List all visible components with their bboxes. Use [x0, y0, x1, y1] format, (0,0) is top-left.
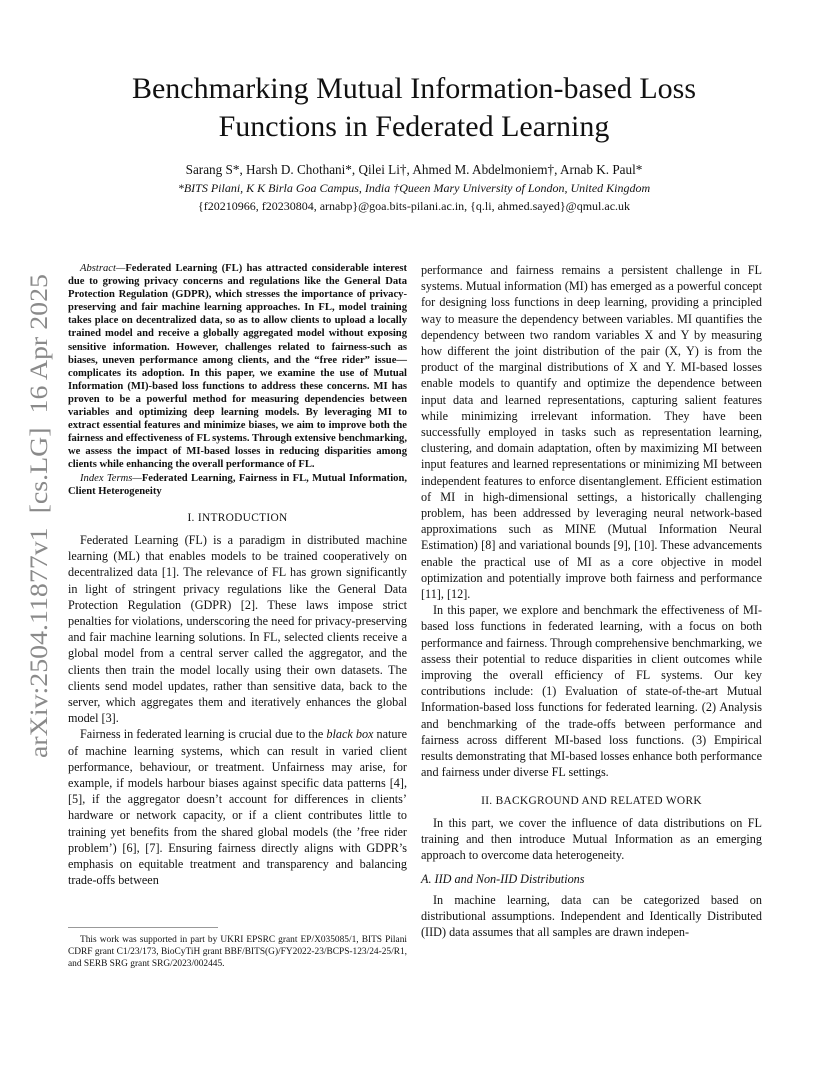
right-paragraph-1: performance and fairness remains a persistent challenge in FL systems. Mutual information (MI) has emerged as a powerful concept for designing loss functions in deep learning, providing a principled way to measure the dependency between variables. MI quantifies the dependency between two random variables X and Y by measuring how different the joint distribution of the pair (X, Y) is from the product of the marginal distributions of X and Y. MI-based losses enable models to quantify and optimize the dependence between input data and learned representations, capturing salient features while minimizing irrelevant information. They have been successfully employed in tasks such as representation learning, clustering, and domain adaptation, often by maximizing MI between input features and learned representations or minimizing MI between independent features to enforce disentanglement. Efficient estimation of MI in high-dimensional settings, a historically challenging problem, has been addressed by leveraging neural network-based approximations such as MINE (Mutual Information Neural Estimation) [8] and variational bounds [9], [10]. These advancements enable the practical use of MI as a core objective in model optimization and potentially improve both fairness and performance [11], [12].: [421, 263, 762, 602]
arxiv-side-stamp: [19, 274, 55, 758]
title-line-1: Benchmarking Mutual Information-based Loss: [131, 72, 697, 105]
title-line-2: Functions in Federated Learning: [218, 110, 610, 143]
section-background-heading: II. BACKGROUND AND RELATED WORK: [481, 794, 702, 807]
index-terms-label: Index Terms: [80, 472, 133, 484]
right-paragraph-2: In this paper, we explore and benchmark the effectiveness of MI-based loss functions in federated learning, with a focus on both performance and fairness. Through comprehensive benchmarking, we assess their potential to reduce disparities in client outcomes while improving the overall efficiency of FL systems. Our key contributions include: (1) Evaluation of state-of-the-art Mutual Information-based loss functions for federated learning. (2) Analysis and benchmarking of the trade-offs between performance and fairness across different MI-based loss functions. (3) Empirical results demonstrating that MI-based losses enhance both performance and fairness under diverse FL settings.: [421, 603, 762, 780]
abstract-label: Abstract: [80, 263, 116, 274]
abstract: Abstract—Federated Learning (FL) has attracted considerable interest due to growing privacy concerns and regulations like the General Data Protection Regulation (GDPR), which stresses the importance of privacy-preserving and fair machine learning approaches. In FL, model training takes place on decentralized data, so as to allow clients to upload a locally trained model and receive a globally aggregated model without exposing sensitive information. However, challenges related to fairness-such as biases, uneven performance among clients, and the “free rider” issue—complicates its adoption. In this paper, we examine the use of Mutual Information (MI)-based loss functions to address these concerns. MI has proven to be a powerful method for measuring dependencies between variables and optimizing deep learning models. By leveraging MI to extract essential features and minimize biases, we aim to improve both the fairness and effectiveness of FL systems. Through extensive benchmarking, we assess the impact of MI-based losses in reducing disparities among clients while enhancing the overall performance of FL.: [68, 263, 407, 471]
funding-footnote: This work was supported in part by UKRI EPSRC grant EP/X035085/1, BITS Pilani CDRF grant C1/23/173, BioCyTiH grant BBF/BITS(G)/FY2022-23/BCPS-123/24-25/R1, and SERB SRG grant SRG/2023/002445.: [68, 935, 407, 969]
author-list: Sarang S*, Harsh D. Chothani*, Qilei Li†, Ahmed M. Abdelmoniem†, Arnab K. Paul*: [185, 162, 643, 177]
index-terms: Index Terms—Federated Learning, Fairness in FL, Mutual Information, Client Heterogeneity: [68, 472, 407, 497]
paper-title: [0, 70, 828, 146]
right-paragraph-4: In machine learning, data can be categorized based on distributional assumptions. Independent and Identically Distributed (IID) data assumes that all samples are drawn indepen-: [421, 892, 762, 939]
intro-paragraph-2: Fairness in federated learning is crucial due to the black box nature of machine learning systems, which can result in varied client performance, behaviour, or treatment. Unfairness may arise, for example, if models harbour biases against specific data patterns [4], [5], if the aggregator doesn’t account for differences in clients’ hardware or network capacity, or if a client contributes little to training yet benefits from the shared global models (the ’free rider problem’) [6], [7]. Ensuring fairness directly aligns with GDPR’s emphasis on equitable treatment and transparency and balancing trade-offs between: [68, 727, 407, 888]
section-introduction-heading: I. INTRODUCTION: [187, 511, 288, 524]
affiliations: *BITS Pilani, K K Birla Goa Campus, India †Queen Mary University of London, United Kingdom: [177, 181, 651, 195]
index-terms-text: Federated Learning, Fairness in FL, Mutual Information, Client Heterogeneity: [68, 472, 407, 497]
arxiv-identifier: arXiv:2504.11877v1 [cs.LG] 16 Apr 2025: [26, 324, 53, 758]
intro-paragraph-1: Federated Learning (FL) is a paradigm in distributed machine learning (ML) that enables models to be trained cooperatively on decentralized data [1]. The relevance of FL has grown significantly in light of stringent privacy regulations like the General Data Protection Regulation (GDPR) [2]. These laws impose strict penalties for violations, underscoring the need for privacy-preserving and fair machine learning solutions. In FL, selected clients receive a global model from a central server called the aggregator, and the clients then train the model locally using their own datasets. The clients send model updates, rather than sensitive data, back to the server, which aggregates them and iteratively enhances the global model [3].: [68, 532, 407, 726]
author-emails: {f20210966, f20230804, arnabp}@goa.bits-pilani.ac.in, {q.li, ahmed.sayed}@qmul.ac.uk: [197, 199, 631, 213]
right-column: [421, 262, 762, 940]
left-column: [68, 262, 407, 888]
footnote-rule: [68, 927, 218, 928]
abstract-text: Federated Learning (FL) has attracted considerable interest due to growing privacy concerns and regulations like the General Data Protection Regulation (GDPR), which stresses the importance of privacy-preserving and fair machine learning approaches. In FL, model training takes place on decentralized data, so as to allow clients to upload a locally trained model and receive a globally aggregated model without exposing sensitive information. However, challenges related to fairness-such as biases, uneven performance among clients, and the “free rider” issue—complicates its adoption. In this paper, we examine the use of Mutual Information (MI)-based loss functions to address these concerns. MI has proven to be a powerful method for measuring dependencies between variables and optimizing deep learning models. By leveraging MI to extract essential features and minimize biases, we aim to improve both the fairness and effectiveness of FL systems. Through extensive benchmarking, we assess the impact of MI-based losses in reducing disparities among clients while enhancing the overall performance of FL.: [68, 263, 407, 471]
subsection-a-heading: A. IID and Non-IID Distributions: [421, 872, 585, 887]
right-paragraph-3: In this part, we cover the influence of data distributions on FL training and then introduce Mutual Information as an emerging approach to overcome data heterogeneity.: [421, 815, 762, 863]
